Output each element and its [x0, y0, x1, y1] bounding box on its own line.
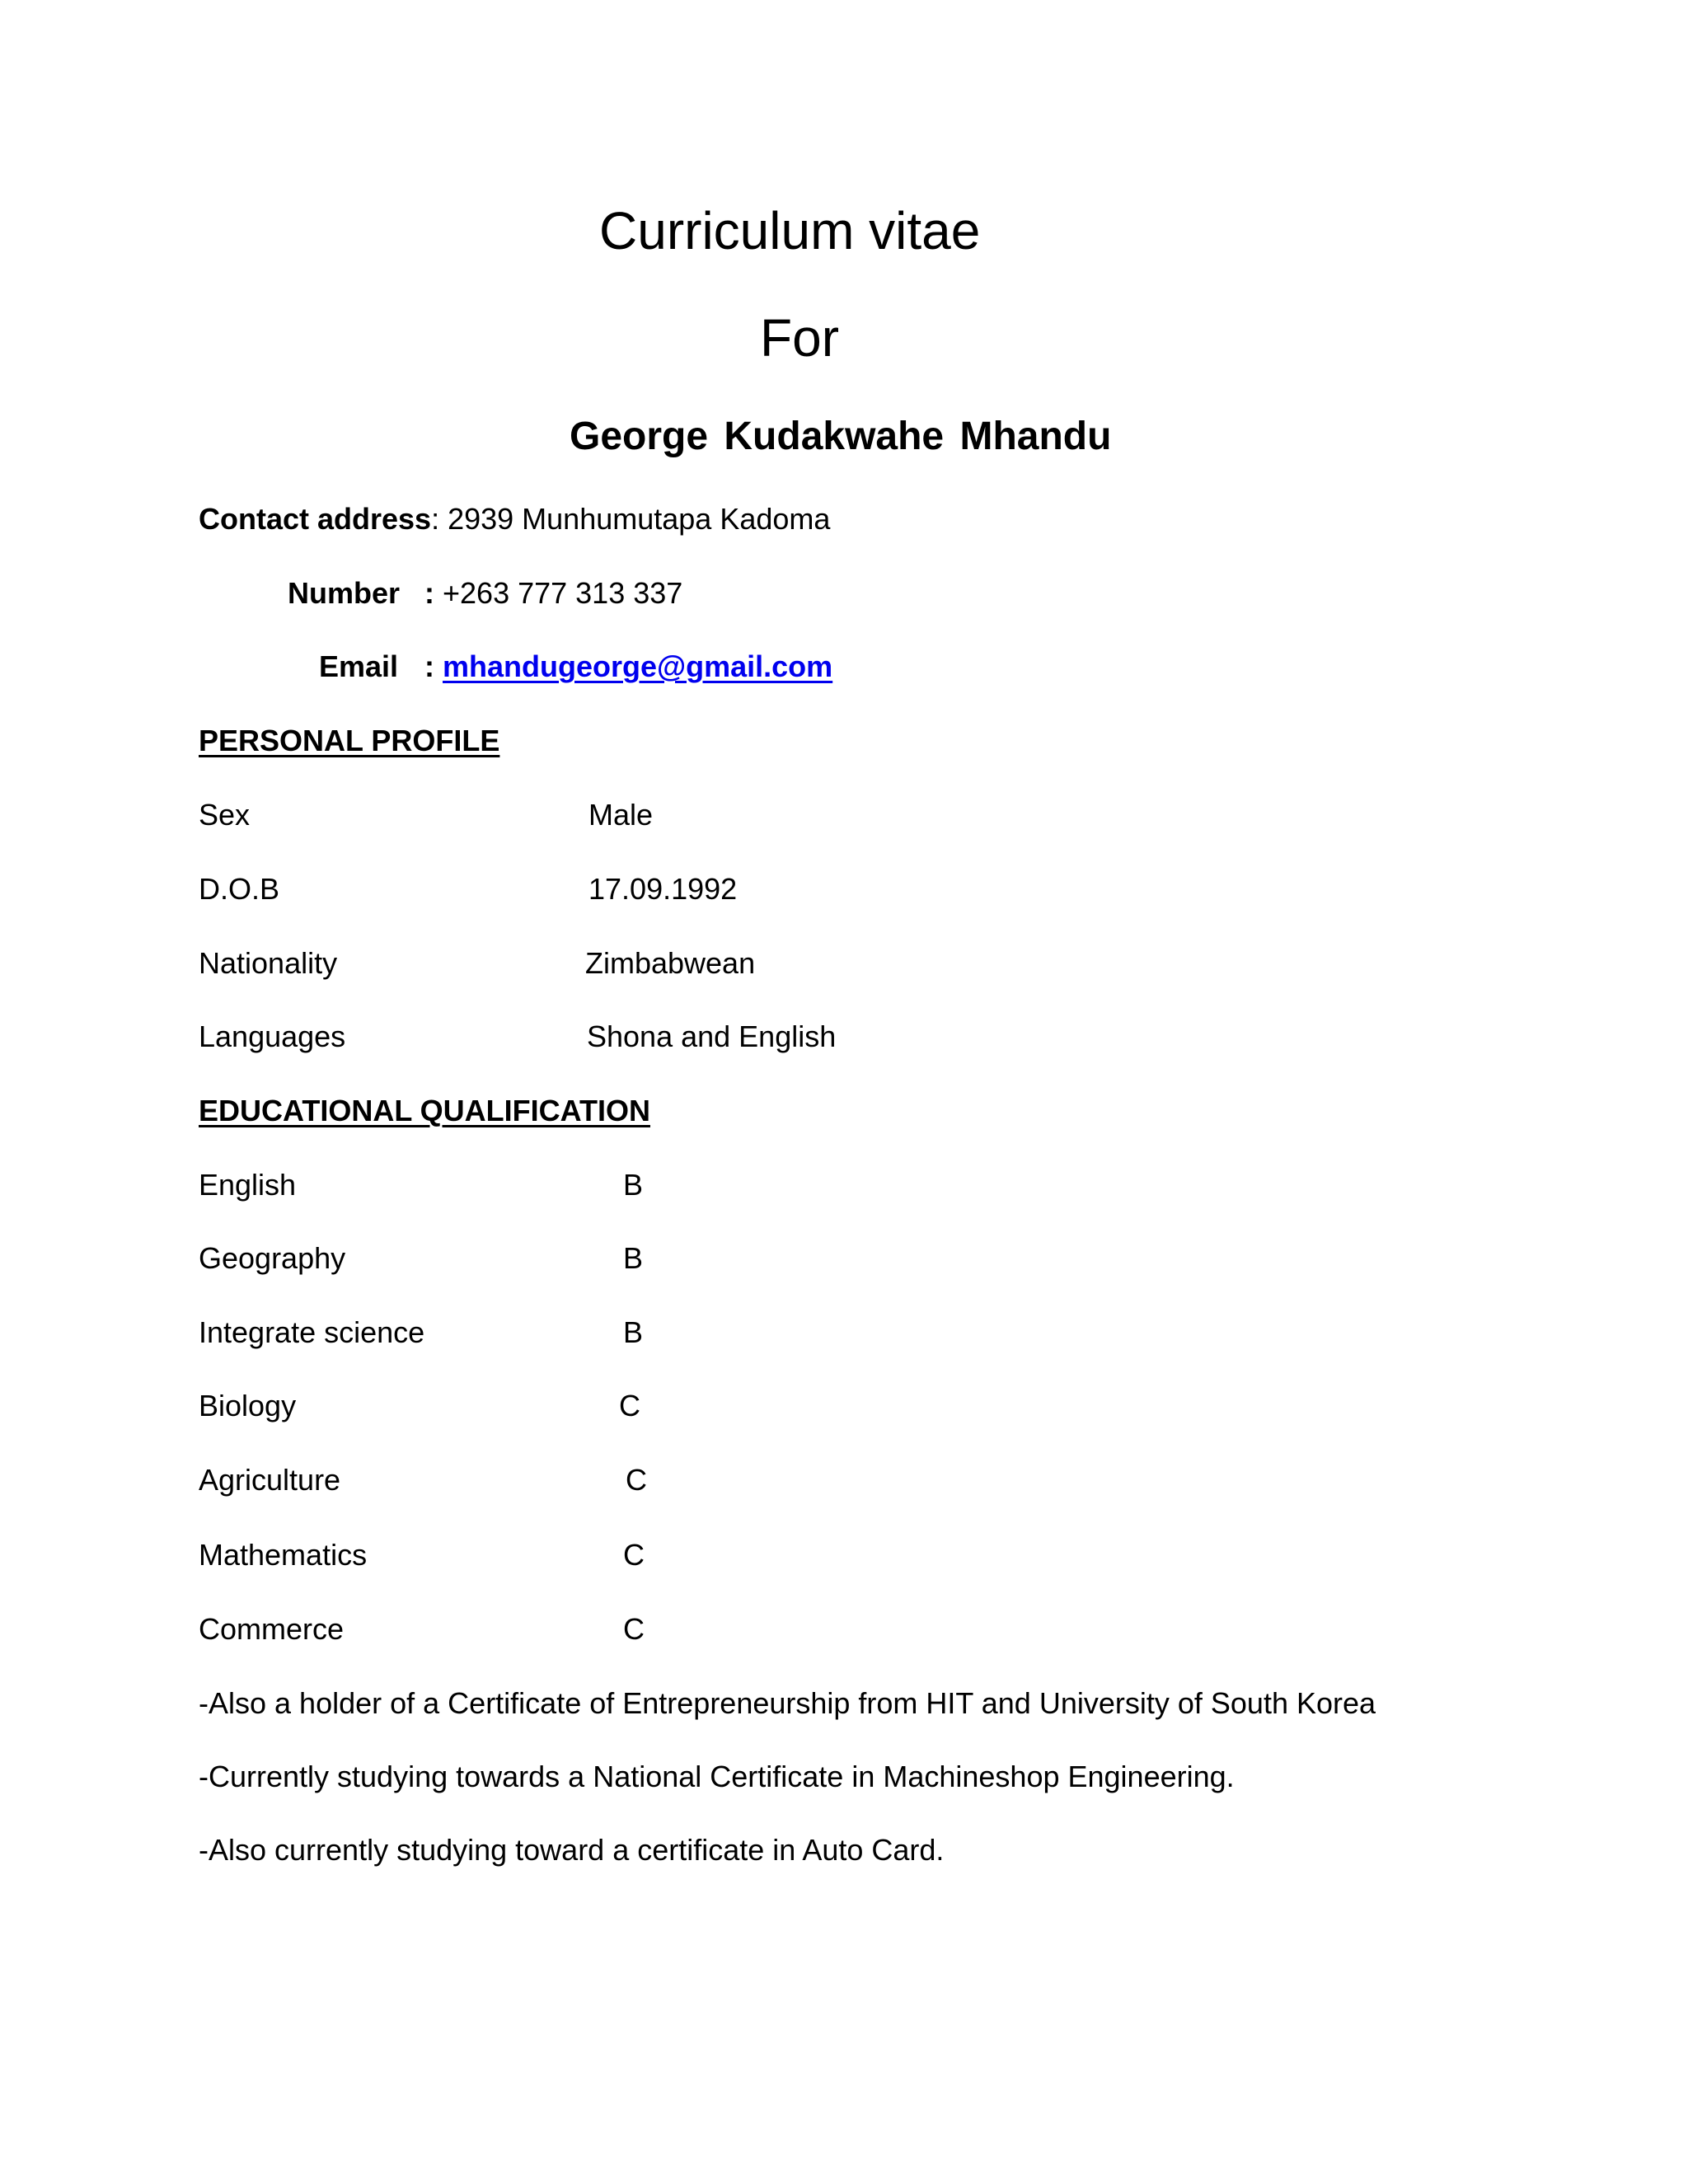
profile-value: Zimbabwean: [585, 946, 756, 980]
contact-number-value: +263 777 313 337: [434, 576, 683, 610]
contact-email-label: Email: [319, 649, 399, 683]
subject-name: English: [199, 1168, 297, 1202]
contact-number-label: Number: [288, 576, 401, 610]
contact-address-value: : 2939 Munhumutapa Kadoma: [431, 502, 831, 536]
education-note: -Currently studying towards a National Certificate in Machineshop Engineering.: [199, 1760, 1235, 1793]
subject-grade: C: [623, 1612, 645, 1646]
profile-value: 17.09.1992: [588, 872, 738, 906]
subject-grade: B: [623, 1241, 644, 1275]
subject-name: Integrate science: [199, 1315, 425, 1349]
contact-email-line: [424, 649, 833, 683]
subject-grade: C: [619, 1389, 640, 1422]
contact-number-line: [424, 576, 683, 610]
subject-name: Geography: [199, 1241, 346, 1275]
subject-name: Mathematics: [199, 1538, 368, 1572]
candidate-name: George Kudakwahe Mhandu: [570, 415, 1112, 458]
subject-grade: B: [623, 1168, 644, 1202]
contact-number-separator: :: [424, 576, 434, 610]
subject-name: Agriculture: [199, 1463, 341, 1497]
education-note: -Also a holder of a Certificate of Entrepreneurship from HIT and University of South Korea: [199, 1686, 1376, 1720]
personal-profile-heading: PERSONAL PROFILE: [199, 724, 500, 757]
contact-address-label: Contact address: [199, 502, 432, 536]
profile-value: Shona and English: [587, 1019, 837, 1053]
profile-value: Male: [588, 798, 654, 832]
contact-email-separator: :: [424, 649, 434, 683]
profile-label: D.O.B: [199, 872, 280, 906]
education-note: -Also currently studying toward a certificate in Auto Card.: [199, 1833, 945, 1867]
document-title: Curriculum vitae: [599, 201, 981, 260]
document-subtitle: For: [760, 308, 839, 368]
subject-grade: C: [626, 1463, 647, 1497]
contact-email-link[interactable]: mhandugeorge@gmail.com: [443, 649, 833, 683]
profile-label: Nationality: [199, 946, 338, 980]
subject-name: Commerce: [199, 1612, 345, 1646]
profile-label: Sex: [199, 798, 251, 832]
subject-grade: B: [623, 1315, 644, 1349]
subject-grade: C: [623, 1538, 645, 1572]
profile-label: Languages: [199, 1019, 346, 1053]
contact-address-line: [199, 504, 830, 534]
subject-name: Biology: [199, 1389, 297, 1422]
education-heading: EDUCATIONAL QUALIFICATION: [199, 1094, 650, 1127]
